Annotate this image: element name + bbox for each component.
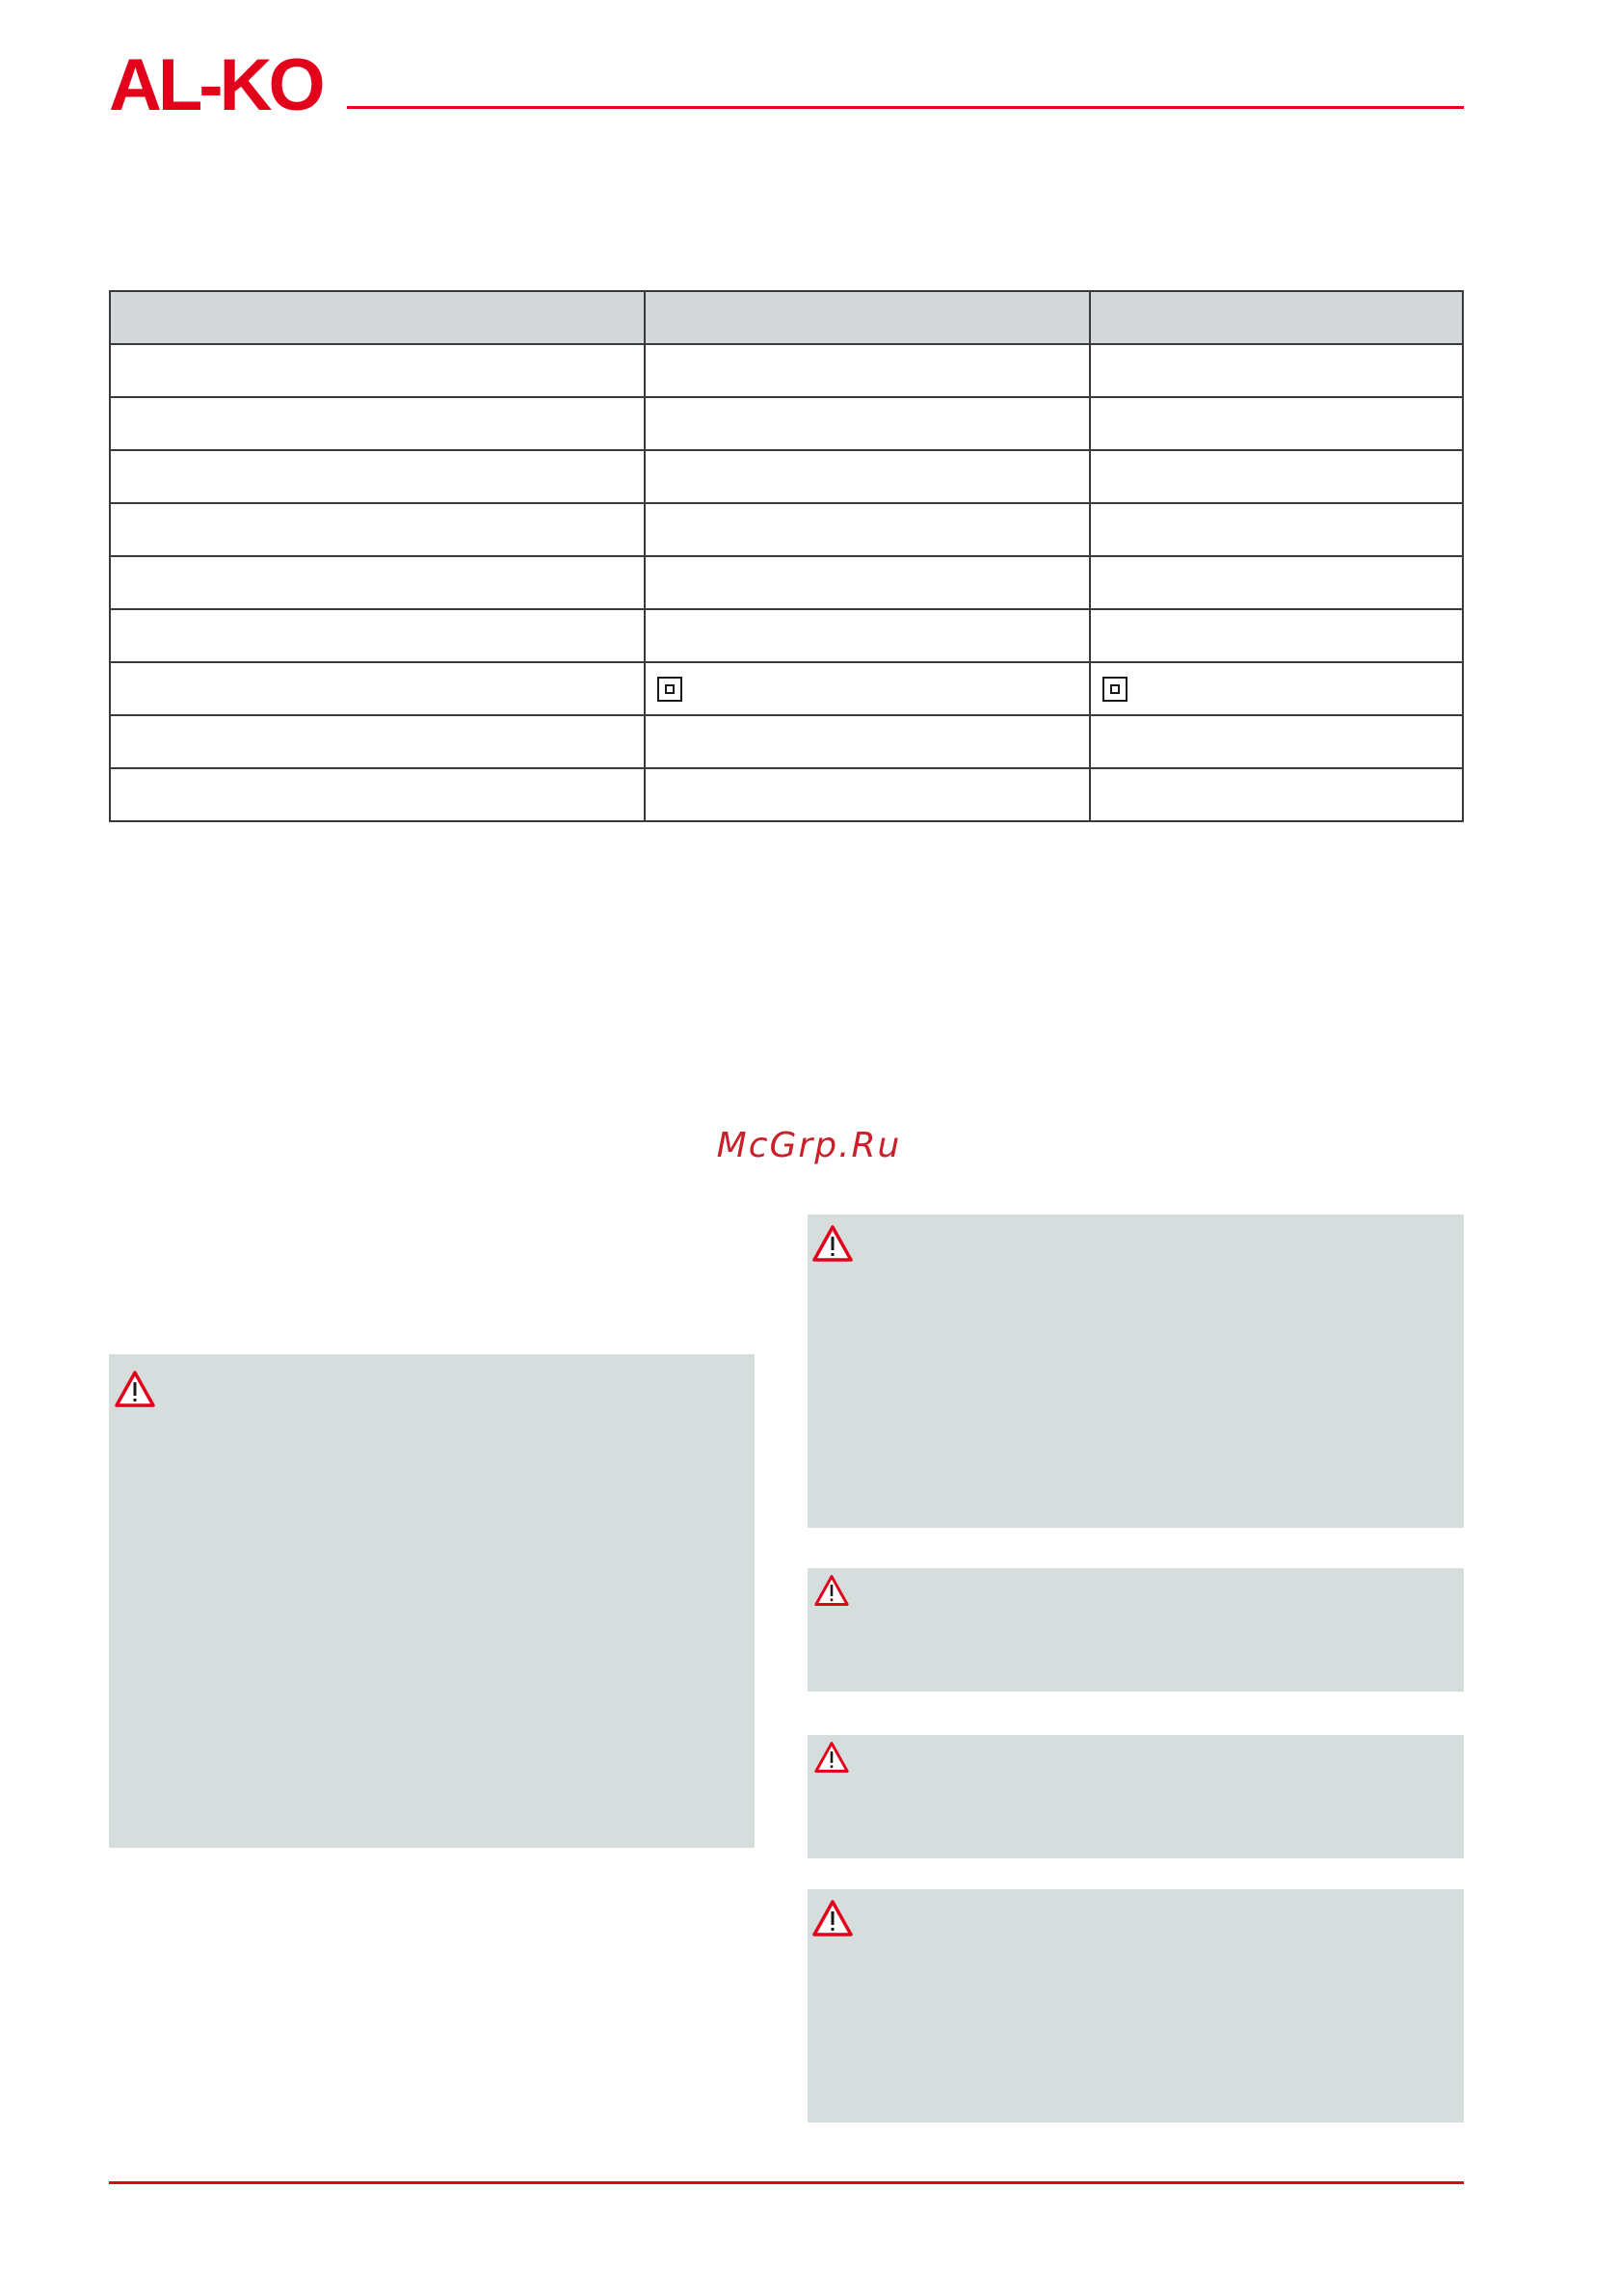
warning-box (808, 1889, 1464, 2122)
table-cell (1090, 344, 1463, 397)
table-row (110, 556, 1463, 609)
table-cell (645, 503, 1090, 556)
table-cell (1090, 556, 1463, 609)
table-cell (110, 609, 645, 662)
table-row (110, 768, 1463, 821)
warning-triangle-icon (811, 1899, 854, 1937)
table-row (110, 503, 1463, 556)
table-cell (110, 397, 645, 450)
table-cell (645, 556, 1090, 609)
table-cell (645, 715, 1090, 768)
table-header-row (110, 291, 1463, 344)
table-cell (645, 397, 1090, 450)
table-header-cell (645, 291, 1090, 344)
class-ii-icon (657, 677, 682, 702)
table-cell (1090, 397, 1463, 450)
table-cell (1090, 609, 1463, 662)
table-cell (1090, 450, 1463, 503)
warning-box (109, 1354, 755, 1848)
table-cell (110, 344, 645, 397)
table-cell (1090, 715, 1463, 768)
warning-triangle-icon (114, 1370, 156, 1408)
warning-box (808, 1215, 1464, 1528)
table-row (110, 662, 1463, 715)
table-row (110, 397, 1463, 450)
table-cell (110, 503, 645, 556)
table-cell (645, 609, 1090, 662)
table-cell (645, 344, 1090, 397)
alko-logo (109, 50, 340, 118)
table-row (110, 450, 1463, 503)
svg-text:AL-KO: AL-KO (109, 50, 322, 118)
warning-triangle-icon (813, 1574, 850, 1607)
warning-triangle-icon (813, 1741, 850, 1774)
table-cell (1090, 662, 1463, 715)
table-cell (645, 662, 1090, 715)
footer-rule (109, 2181, 1464, 2184)
table-row (110, 344, 1463, 397)
table-cell (110, 715, 645, 768)
table-header-cell (110, 291, 645, 344)
table-row (110, 609, 1463, 662)
warning-box (808, 1735, 1464, 1858)
table-cell (645, 450, 1090, 503)
table-row (110, 715, 1463, 768)
table-cell (110, 556, 645, 609)
table-cell (645, 768, 1090, 821)
table-cell (110, 662, 645, 715)
table-cell (1090, 503, 1463, 556)
table-header-cell (1090, 291, 1463, 344)
header-rule (347, 106, 1464, 109)
spec-table (109, 290, 1464, 822)
class-ii-icon (1102, 677, 1127, 702)
watermark: McGrp.Ru (716, 1126, 902, 1165)
warning-triangle-icon (811, 1224, 854, 1263)
table-cell (1090, 768, 1463, 821)
warning-box (808, 1568, 1464, 1692)
table-cell (110, 768, 645, 821)
table-cell (110, 450, 645, 503)
